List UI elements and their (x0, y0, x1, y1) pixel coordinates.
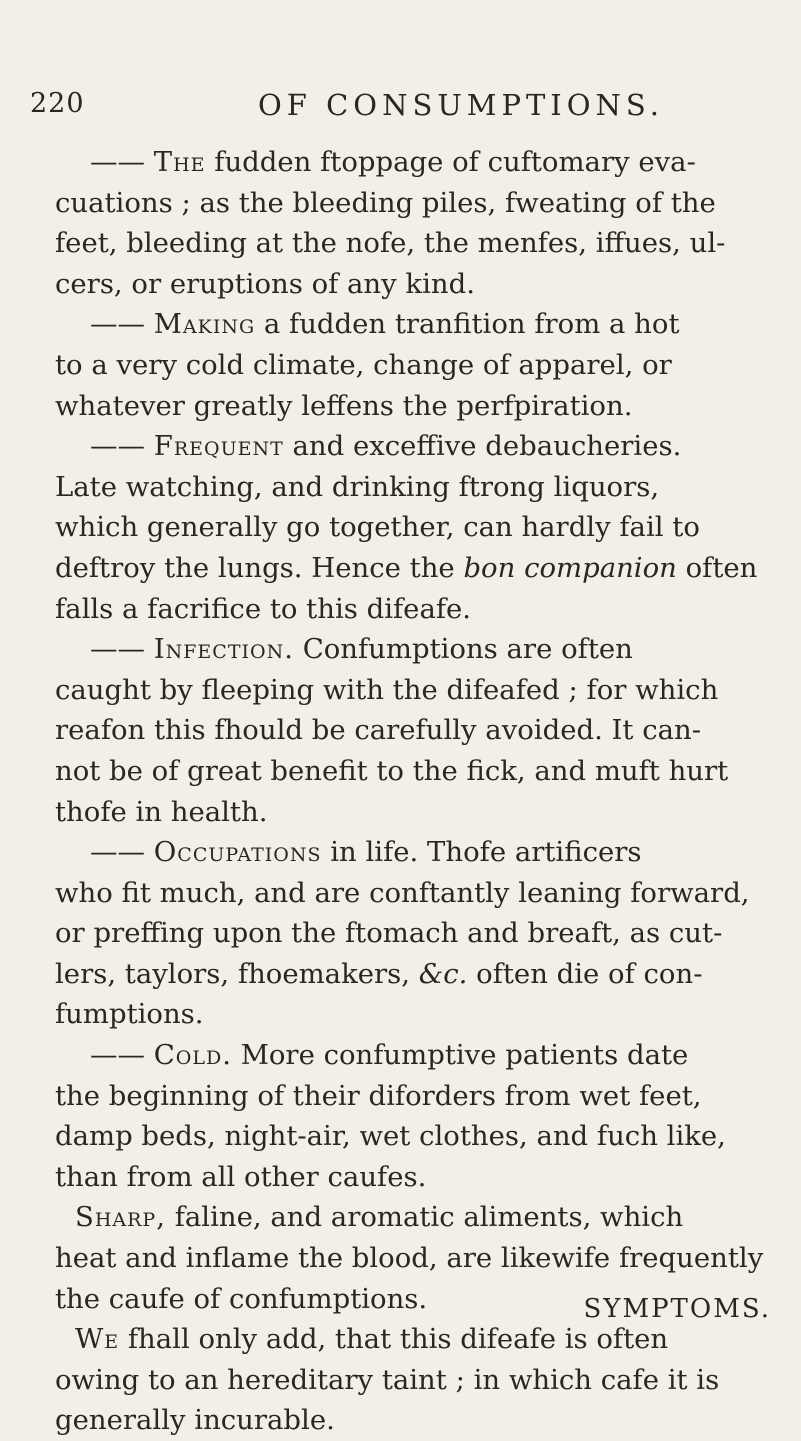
line-text: Late watching, and drinking ftrong liquors, (55, 470, 660, 503)
line-text: heat and inflame the blood, are likewife frequently (55, 1242, 764, 1275)
line-text: in life. Thofe artificers (321, 836, 642, 869)
line-text: cers, or eruptions of any kind. (55, 267, 475, 300)
em-dash: —— (90, 1039, 154, 1072)
line-text: faline, and aromatic aliments, which (165, 1201, 684, 1234)
line-text: to a very cold climate, change of apparel, or (55, 348, 672, 381)
line-text: feet, bleeding at the nofe, the menfes, iffues, ul- (55, 227, 726, 260)
italic-text: &c. (418, 957, 468, 990)
lead-word: Sharp, (75, 1201, 166, 1234)
line-text: fhall only add, that this difeafe is often (119, 1323, 669, 1356)
line-text: cuations ; as the bleeding piles, fweating of the (55, 186, 716, 219)
line-text: Confumptions are often (293, 633, 633, 666)
text-line (55, 426, 770, 467)
paragraph (55, 629, 770, 832)
text-line (55, 1035, 770, 1076)
paragraph (55, 1035, 770, 1197)
page-number: 220 (30, 88, 85, 119)
line-text: whatever greatly leffens the perfpiration. (55, 389, 633, 422)
lead-word: Infection. (153, 633, 294, 666)
running-head: OF CONSUMPTIONS. (258, 88, 664, 122)
lead-word: We (75, 1323, 120, 1356)
text-line (55, 629, 770, 670)
line-text: reafon this fhould be carefully avoided. It can- (55, 714, 702, 747)
em-dash: —— (90, 836, 154, 869)
text-line (55, 548, 770, 589)
paragraph (55, 142, 770, 304)
text-line (55, 1157, 770, 1198)
line-text: More confumptive patients date (231, 1039, 689, 1072)
line-text: the beginning of their diforders from wet feet, (55, 1079, 702, 1112)
text-line (55, 913, 770, 954)
line-text: than from all other caufes. (55, 1160, 427, 1193)
line-text: or preffing upon the ftomach and breaft, as cut- (55, 917, 723, 950)
catchword: SYMPTOMS. (583, 1294, 771, 1324)
paragraph (55, 426, 770, 629)
text-line (55, 507, 770, 548)
text-line (55, 142, 770, 183)
text-line (55, 751, 770, 792)
line-text: and exceffive debaucheries. (283, 430, 682, 463)
text-line (55, 1360, 770, 1401)
line-text: deftroy the lungs. Hence the (55, 551, 464, 584)
line-text: caught by fleeping with the difeafed ; for which (55, 673, 719, 706)
text-line (55, 954, 770, 995)
body-text (55, 142, 770, 1441)
em-dash: —— (90, 308, 154, 341)
paragraph (55, 832, 770, 1035)
text-line (55, 1400, 770, 1441)
line-text: lers, taylors, fhoemakers, (55, 957, 419, 990)
lead-word: Cold. (153, 1039, 232, 1072)
line-text: not be of great benefit to the fick, and muft hurt (55, 754, 729, 787)
text-line (55, 386, 770, 427)
text-line (55, 710, 770, 751)
line-text: who fit much, and are conftantly leaning forward, (55, 876, 750, 909)
text-line (55, 994, 770, 1035)
line-text: a fudden tranfition from a hot (255, 308, 680, 341)
text-line (55, 183, 770, 224)
line-text: the caufe of confumptions. (55, 1282, 428, 1315)
line-text-after: often die of con- (467, 957, 703, 990)
lead-word: The (153, 146, 206, 178)
page-header (30, 88, 761, 128)
text-line (55, 589, 770, 630)
em-dash: —— (90, 633, 154, 666)
line-text: damp beds, night-air, wet clothes, and fuch like, (55, 1120, 726, 1153)
line-text: fudden ftoppage of cuftomary eva- (205, 146, 696, 178)
em-dash: —— (90, 146, 154, 178)
line-text-after: often (676, 551, 758, 584)
text-line (55, 264, 770, 305)
lead-word: Making (153, 308, 256, 341)
text-line (55, 670, 770, 711)
text-line (55, 832, 770, 873)
italic-text: bon companion (463, 551, 677, 584)
text-line (55, 1238, 770, 1279)
lead-word: Occupations (153, 836, 322, 869)
paragraph (55, 1319, 770, 1441)
text-line (55, 304, 770, 345)
text-line (55, 1076, 770, 1117)
line-text: owing to an hereditary taint ; in which cafe it is (55, 1363, 720, 1396)
lead-word: Frequent (153, 430, 284, 463)
text-line (55, 792, 770, 833)
text-line (55, 1197, 770, 1238)
em-dash: —— (90, 430, 154, 463)
text-line (55, 873, 770, 914)
text-line (55, 1116, 770, 1157)
text-line (55, 345, 770, 386)
text-line (55, 223, 770, 264)
paragraph (55, 304, 770, 426)
text-line (55, 467, 770, 508)
line-text: fumptions. (55, 998, 204, 1031)
text-line (55, 1319, 770, 1360)
line-text: generally incurable. (55, 1404, 335, 1437)
line-text: which generally go together, can hardly fail to (55, 511, 700, 544)
line-text: falls a facrifice to this difeafe. (55, 592, 472, 625)
line-text: thofe in health. (55, 795, 268, 828)
